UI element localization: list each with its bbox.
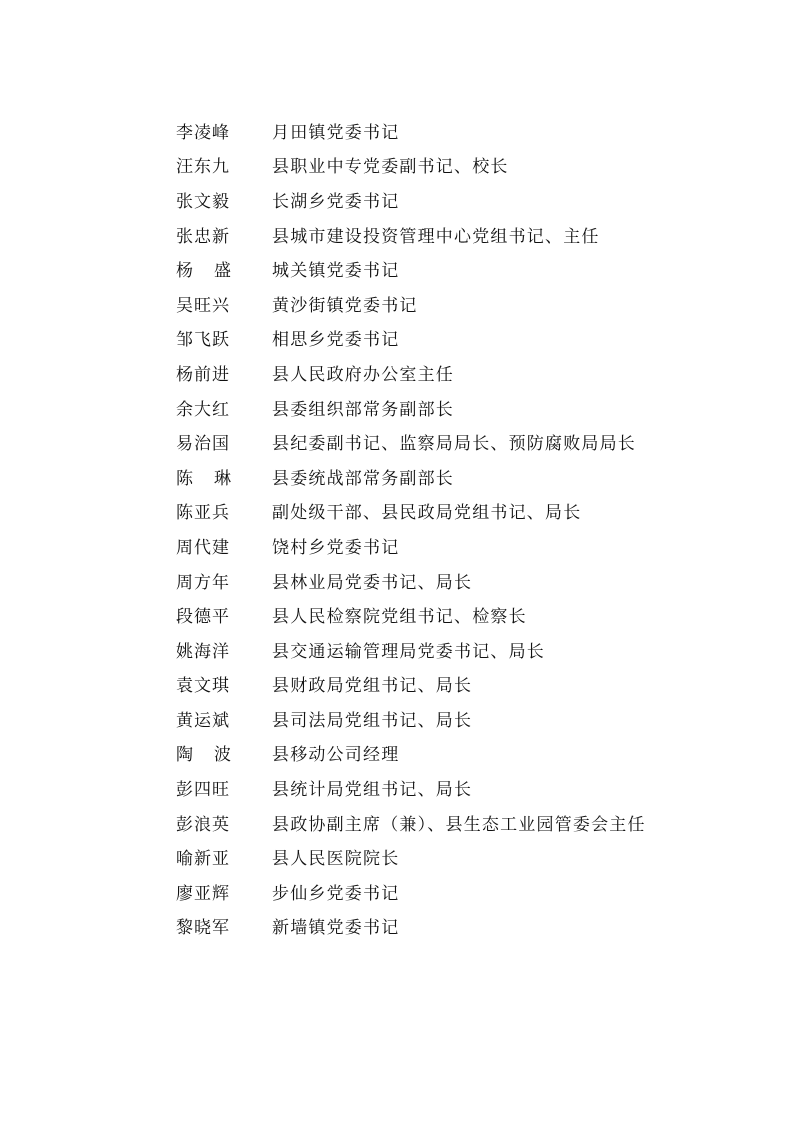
- list-item: [176, 182, 696, 217]
- person-name: 张文毅: [176, 191, 230, 212]
- person-title: 县政协副主席（兼）、县生态工业园管委会主任: [272, 814, 646, 835]
- person-name: 彭四旺: [176, 780, 230, 801]
- list-item: [176, 390, 696, 425]
- list-item: [176, 251, 696, 286]
- person-title: 新墙镇党委书记: [272, 918, 400, 939]
- person-title: 县移动公司经理: [272, 745, 400, 766]
- person-title: 县委组织部常务副部长: [272, 399, 454, 420]
- person-title: 长湖乡党委书记: [272, 191, 400, 212]
- person-name: 李凌峰: [176, 122, 230, 143]
- person-name: 张忠新: [176, 226, 230, 247]
- person-title: 月田镇党委书记: [272, 122, 400, 143]
- list-item: [176, 701, 696, 736]
- person-name: 袁文琪: [176, 676, 230, 697]
- list-item: [176, 667, 696, 702]
- person-name: 杨前进: [176, 364, 230, 385]
- list-item: [176, 736, 696, 771]
- person-name: 段德平: [176, 607, 230, 628]
- person-name: 吴旺兴: [176, 295, 230, 316]
- person-name: 周代建: [176, 537, 230, 558]
- person-title: 县城市建设投资管理中心党组书记、主任: [272, 226, 600, 247]
- person-title: 步仙乡党委书记: [272, 883, 400, 904]
- person-title: 县财政局党组书记、局长: [272, 676, 473, 697]
- person-name: 姚海洋: [176, 641, 230, 662]
- person-name: 杨盛: [176, 261, 252, 282]
- person-name: 邹飞跃: [176, 330, 230, 351]
- person-name: 黄运斌: [176, 710, 230, 731]
- list-item: [176, 424, 696, 459]
- personnel-list: [176, 113, 696, 943]
- list-item: [176, 321, 696, 356]
- person-name: 汪东九: [176, 157, 230, 178]
- person-name: 喻新亚: [176, 849, 230, 870]
- person-title: 副处级干部、县民政局党组书记、局长: [272, 503, 582, 524]
- person-title: 饶村乡党委书记: [272, 537, 400, 558]
- person-name: 陈琳: [176, 468, 252, 489]
- list-item: [176, 113, 696, 148]
- person-name: 彭浪英: [176, 814, 230, 835]
- list-item: [176, 839, 696, 874]
- list-item: [176, 770, 696, 805]
- person-title: 城关镇党委书记: [272, 261, 400, 282]
- list-item: [176, 459, 696, 494]
- list-item: [176, 874, 696, 909]
- person-name: 陶波: [176, 745, 252, 766]
- list-item: [176, 563, 696, 598]
- list-item: [176, 148, 696, 183]
- person-title: 县人民政府办公室主任: [272, 364, 454, 385]
- person-name: 陈亚兵: [176, 503, 230, 524]
- person-title: 相思乡党委书记: [272, 330, 400, 351]
- person-title: 县职业中专党委副书记、校长: [272, 157, 509, 178]
- person-title: 县纪委副书记、监察局局长、预防腐败局局长: [272, 434, 636, 455]
- list-item: [176, 286, 696, 321]
- list-item: [176, 805, 696, 840]
- person-title: 县人民医院院长: [272, 849, 400, 870]
- list-item: [176, 528, 696, 563]
- person-name: 余大红: [176, 399, 230, 420]
- list-item: [176, 217, 696, 252]
- list-item: [176, 597, 696, 632]
- person-name: 廖亚辉: [176, 883, 230, 904]
- person-title: 县人民检察院党组书记、检察长: [272, 607, 527, 628]
- person-title: 黄沙街镇党委书记: [272, 295, 418, 316]
- person-title: 县统计局党组书记、局长: [272, 780, 473, 801]
- person-title: 县林业局党委书记、局长: [272, 572, 473, 593]
- person-title: 县委统战部常务副部长: [272, 468, 454, 489]
- person-name: 周方年: [176, 572, 230, 593]
- person-title: 县交通运输管理局党委书记、局长: [272, 641, 545, 662]
- list-item: [176, 494, 696, 529]
- list-item: [176, 909, 696, 944]
- list-item: [176, 355, 696, 390]
- person-name: 易治国: [176, 434, 230, 455]
- person-title: 县司法局党组书记、局长: [272, 710, 473, 731]
- person-name: 黎晓军: [176, 918, 230, 939]
- list-item: [176, 632, 696, 667]
